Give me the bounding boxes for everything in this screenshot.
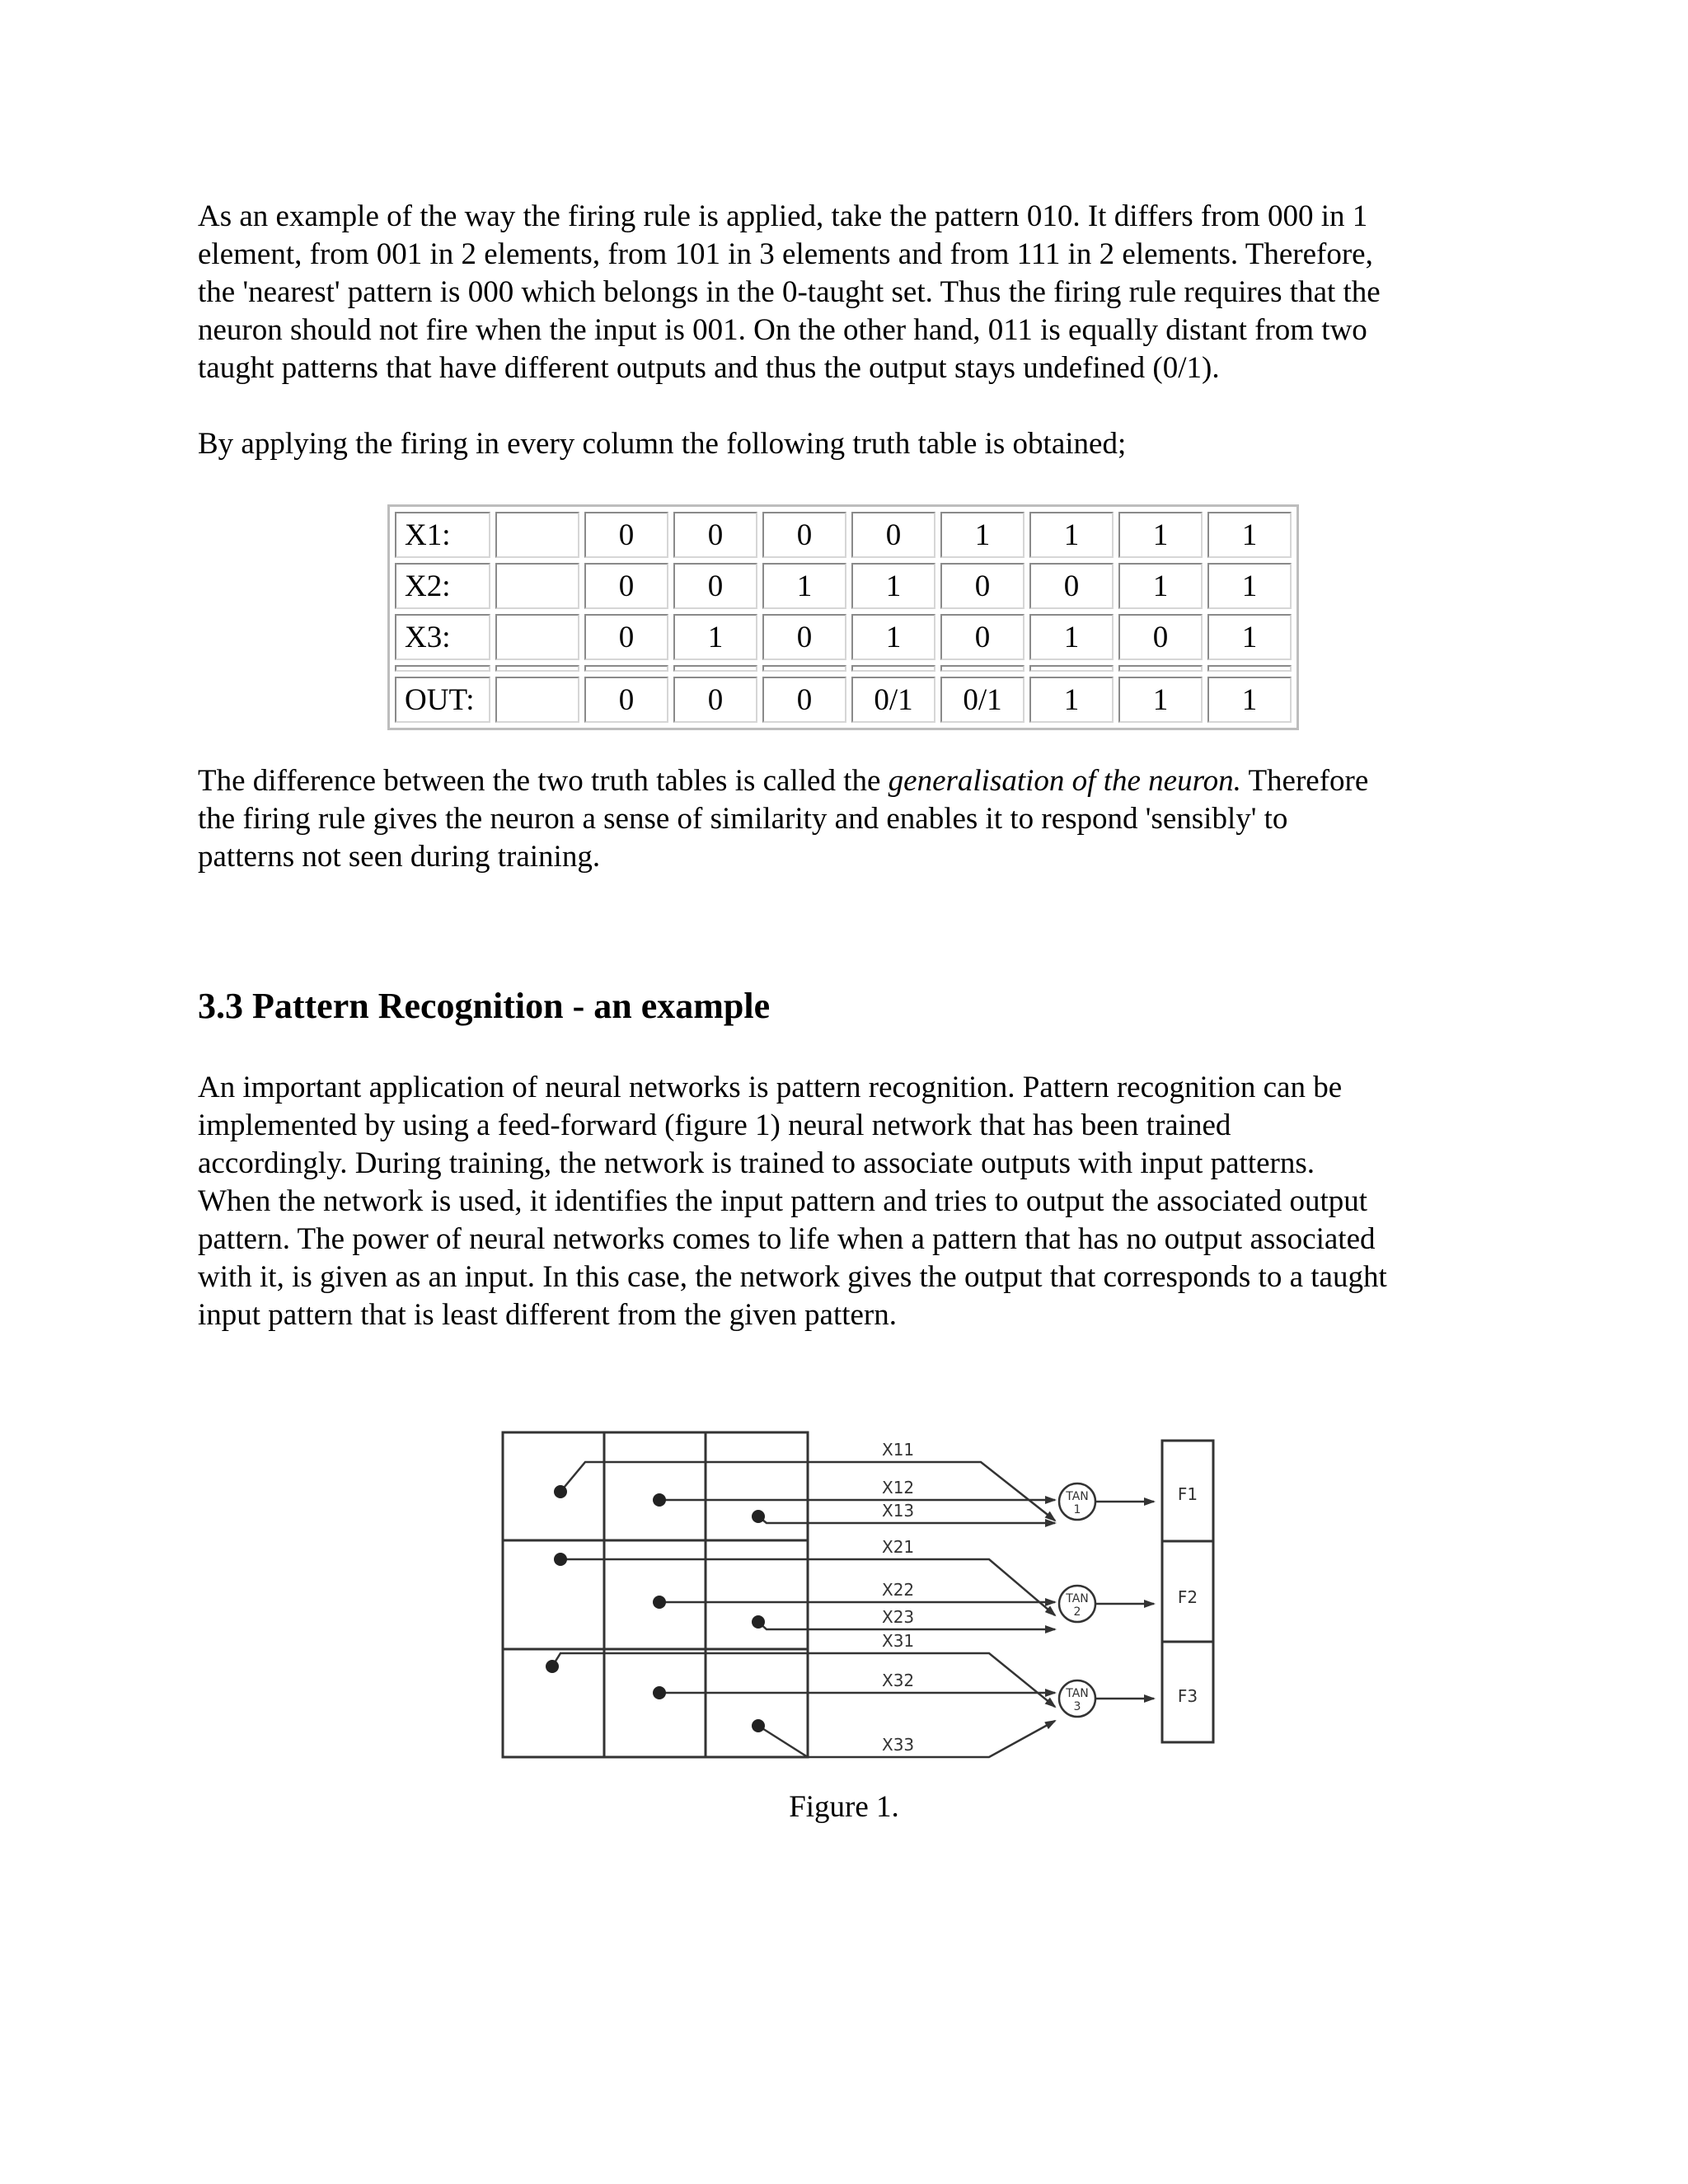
neuron-label: TAN — [1066, 1490, 1089, 1503]
text-line: As an example of the way the firing rule is applied, take the pattern 010. It differs from 000 in 1 — [198, 199, 1368, 233]
text-line — [198, 762, 1484, 800]
input-labels — [882, 1440, 914, 1755]
table-cell: 0 — [762, 677, 846, 723]
neuron-index: 1 — [1073, 1503, 1081, 1516]
input-dot — [546, 1660, 559, 1673]
empty-cell — [1118, 665, 1203, 672]
empty-cell — [495, 614, 579, 660]
table-cell: 1 — [1207, 677, 1292, 723]
table-cell: 1 — [1118, 677, 1203, 723]
text-line: implemented by using a feed-forward (figure 1) neural network that has been trained — [198, 1108, 1231, 1142]
neural-network-diagram — [495, 1393, 1220, 1772]
connection-x31 — [552, 1653, 1055, 1707]
text-line: neuron should not fire when the input is 001. On the other hand, 011 is equally distant from two — [198, 313, 1367, 347]
table-cell: 0 — [762, 512, 846, 558]
row-label-x1: X1: — [395, 512, 490, 558]
text-segment: The difference between the two truth tables is called the — [198, 764, 889, 798]
table-cell: 1 — [1207, 512, 1292, 558]
paragraph-pattern-recognition — [198, 1069, 1484, 1334]
text-line: An important application of neural networks is pattern recognition. Pattern recognition can be — [198, 1071, 1343, 1104]
input-label: X12 — [882, 1478, 915, 1497]
table-row — [395, 677, 1292, 723]
empty-cell — [673, 665, 757, 672]
truth-table — [387, 504, 1299, 730]
empty-cell — [495, 665, 579, 672]
input-label: X31 — [882, 1631, 915, 1651]
output-boxes — [1162, 1441, 1213, 1742]
table-row — [395, 614, 1292, 660]
empty-cell — [762, 665, 846, 672]
paragraph-firing-rule-example — [198, 198, 1484, 387]
empty-cell — [495, 677, 579, 723]
text-line: pattern. The power of neural networks comes to life when a pattern that has no output associated — [198, 1222, 1376, 1256]
table-cell: 0 — [584, 614, 668, 660]
table-cell: 1 — [1118, 563, 1203, 609]
empty-cell — [1207, 665, 1292, 672]
table-cell: 0 — [673, 512, 757, 558]
text-line: the 'nearest' pattern is 000 which belongs in the 0-taught set. Thus the firing rule requires that the — [198, 275, 1381, 309]
row-label-x2: X2: — [395, 563, 490, 609]
input-dot — [554, 1485, 567, 1498]
neuron-index: 2 — [1073, 1605, 1081, 1619]
table-cell: 0 — [762, 614, 846, 660]
input-dot — [653, 1493, 666, 1507]
table-cell: 1 — [1029, 512, 1114, 558]
neuron-label: TAN — [1066, 1592, 1089, 1605]
empty-cell — [851, 665, 935, 672]
table-cell: 1 — [762, 563, 846, 609]
empty-cell — [395, 665, 490, 672]
input-label: X23 — [882, 1607, 915, 1627]
neuron-2 — [1059, 1586, 1095, 1622]
table-cell: 0 — [673, 563, 757, 609]
table-cell: 0 — [940, 614, 1025, 660]
table-cell: 1 — [1029, 614, 1114, 660]
output-label: F3 — [1177, 1686, 1198, 1706]
empty-cell — [1029, 665, 1114, 672]
table-spacer-row — [395, 665, 1292, 672]
empty-cell — [495, 512, 579, 558]
table-cell: 0 — [1118, 614, 1203, 660]
table-cell: 0 — [584, 677, 668, 723]
table-cell: 0 — [1029, 563, 1114, 609]
table-cell: 0/1 — [851, 677, 935, 723]
row-label-out: OUT: — [395, 677, 490, 723]
table-row — [395, 512, 1292, 558]
input-label: X11 — [882, 1440, 915, 1460]
empty-cell — [495, 563, 579, 609]
text-line: patterns not seen during training. — [198, 840, 601, 874]
input-label: X21 — [882, 1537, 915, 1557]
input-label: X32 — [882, 1671, 915, 1690]
text-line: the firing rule gives the neuron a sense of similarity and enables it to respond 'sensibly' to — [198, 802, 1288, 836]
input-dot — [752, 1719, 765, 1732]
emphasis-term: generalisation of the neuron. — [888, 764, 1241, 798]
text-line: input pattern that is least different from the given pattern. — [198, 1298, 898, 1332]
table-cell: 1 — [1118, 512, 1203, 558]
input-label: X33 — [882, 1735, 915, 1755]
input-dots — [546, 1485, 765, 1732]
output-label: F1 — [1177, 1484, 1198, 1504]
table-cell: 0 — [584, 563, 668, 609]
table-cell: 0/1 — [940, 677, 1025, 723]
text-line: accordingly. During training, the network is trained to associate outputs with input patterns. — [198, 1146, 1315, 1180]
input-grid — [503, 1432, 808, 1757]
table-cell: 1 — [1207, 614, 1292, 660]
table-cell: 1 — [851, 563, 935, 609]
table-cell: 0 — [851, 512, 935, 558]
input-dot — [752, 1615, 765, 1629]
paragraph-generalisation — [198, 762, 1484, 876]
row-label-x3: X3: — [395, 614, 490, 660]
neuron-1 — [1059, 1483, 1095, 1520]
figure-caption: Figure 1. — [789, 1790, 899, 1824]
table-row — [395, 563, 1292, 609]
paragraph-truth-table-intro — [198, 425, 1484, 463]
section-heading: 3.3 Pattern Recognition - an example — [198, 986, 771, 1026]
text-segment: Therefore — [1240, 764, 1369, 798]
table-cell: 0 — [940, 563, 1025, 609]
input-label: X13 — [882, 1501, 915, 1521]
input-dot — [554, 1553, 567, 1566]
input-label: X22 — [882, 1580, 915, 1600]
table-cell: 0 — [673, 677, 757, 723]
empty-cell — [940, 665, 1025, 672]
empty-cell — [584, 665, 668, 672]
table-cell: 1 — [1029, 677, 1114, 723]
text-line: taught patterns that have different outputs and thus the output stays undefined (0/1). — [198, 351, 1220, 385]
neuron-label: TAN — [1066, 1687, 1089, 1700]
output-label: F2 — [1177, 1587, 1198, 1607]
text-line: By applying the firing in every column the following truth table is obtained; — [198, 427, 1127, 461]
input-dot — [653, 1686, 666, 1699]
table-cell: 1 — [851, 614, 935, 660]
table-cell: 0 — [584, 512, 668, 558]
table-cell: 1 — [673, 614, 757, 660]
table-cell: 1 — [940, 512, 1025, 558]
neuron-index: 3 — [1073, 1700, 1081, 1713]
table-cell: 1 — [1207, 563, 1292, 609]
text-line: When the network is used, it identifies the input pattern and tries to output the associated output — [198, 1184, 1368, 1218]
input-dot — [653, 1596, 666, 1609]
text-line: with it, is given as an input. In this case, the network gives the output that corresponds to a taught — [198, 1260, 1387, 1294]
text-line: element, from 001 in 2 elements, from 101 in 3 elements and from 111 in 2 elements. Therefore, — [198, 237, 1373, 271]
input-grid-border — [503, 1432, 808, 1757]
neuron-3 — [1059, 1680, 1095, 1717]
input-dot — [752, 1510, 765, 1523]
